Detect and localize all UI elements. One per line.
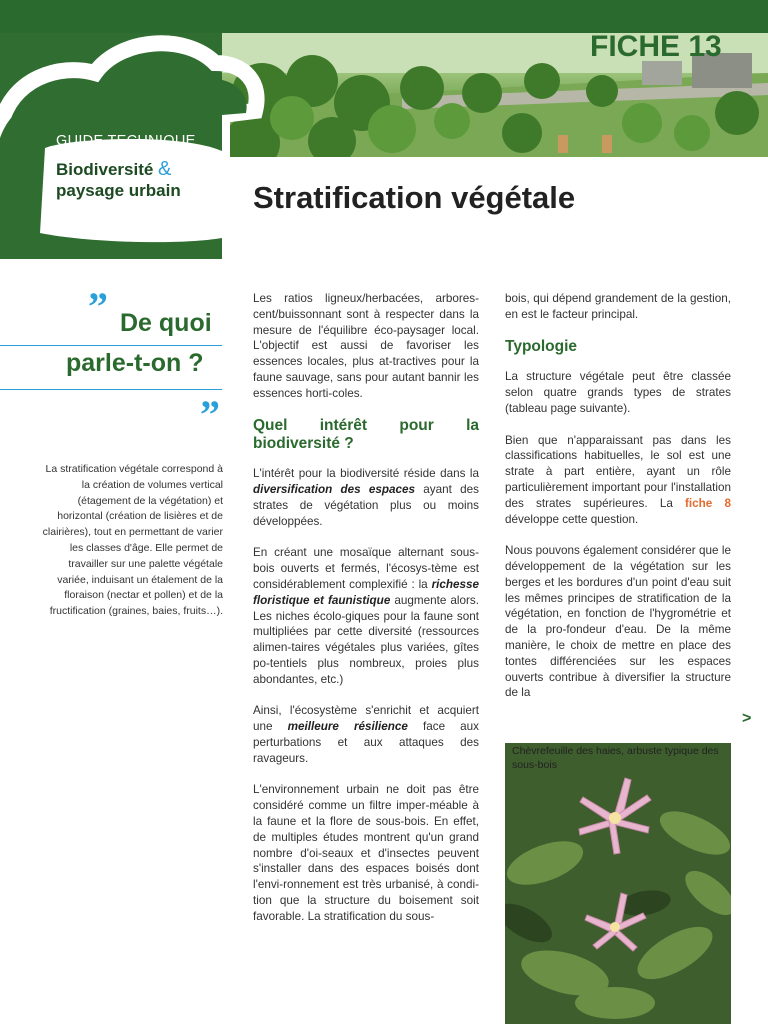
text-run: Bien que n'apparaissant pas dans les classifications habituelles, le sol est une strate à part entière, ayant un rôle particulièrement important pour l'installation des strates supérieures. La [505, 433, 731, 510]
divider [0, 345, 222, 346]
divider [0, 389, 222, 390]
emphasis: richesse floristique et faunistique [253, 577, 479, 607]
sidebar-heading-line-2: parle-t-on ? [66, 349, 204, 377]
page-title: Stratification végétale [253, 180, 576, 215]
paragraph: L'environnement urbain ne doit pas être considéré comme un filtre imper-méable à la faune et la flore de sous-bois. En effet, de multiples études montrent qu'un grand nombre d'oi-seaux et d'insectes peuvent s'installer dans des espaces boisés dont l'envi-ronnement est très urbanisé, à condi-tion que la structure du boisement soit favorable. La stratification du sous- [253, 783, 479, 923]
next-page-arrow-icon[interactable]: > [742, 710, 752, 727]
honeysuckle-photo [505, 743, 731, 1024]
fiche-8-link[interactable]: fiche 8 [685, 496, 731, 510]
paragraph: bois, qui dépend grandement de la gestion, en est le facteur principal. [505, 292, 731, 321]
text-run: Ainsi, l'écosystème s'enrichit et acquiert une [253, 704, 479, 734]
brand-line-2: paysage urbain [56, 181, 181, 200]
text-run: développe cette question. [505, 512, 639, 526]
emphasis: diversification des espaces [253, 483, 416, 497]
sidebar-intro: La stratification végétale correspond à la création de volumes vertical (étagement de la végétation) et horizontal (création de lisières et de clairières), tout en permettant de varier les classes d'âge. Elle permet de travailler sur une palette végétale variée, induisant un étalement de la floraison (nectar et pollen) et de la fructification (graines, baies, fruits…). [42, 463, 223, 618]
brand-ampersand: & [158, 158, 172, 180]
paragraph: Nous pouvons également considérer que le développement de la végétation sur les berges et les bordures d'un point d'eau suit les mêmes principes de stratification de la végétation, en fonction de l'hygrométrie et de la pro-fondeur d'eau. De la même manière, le choix de mettre en place des tontes différenciées sur les espaces ouverts contribue à diversifier la structure de la [505, 544, 731, 700]
text-run: En créant une mosaïque alternant sous-bois ouverts et fermés, l'écosys-tème est considérablement complexifié : la [253, 546, 479, 591]
text-column-1 [253, 291, 479, 940]
section-heading: Quel intérêt pour la biodiversité ? [253, 417, 479, 453]
paragraph: Les ratios ligneux/herbacées, arbores-cent/buissonnant sont à respecter dans la mesure de l'équilibre éco-paysager local. L'objectif est aussi de favoriser les essences locales, plus at-tractives pour la faune sauvage, sans pour autant bannir les essences horti-coles. [253, 292, 479, 400]
top-green-bar [0, 0, 768, 33]
text-run: ayant des strates de végétation plus ou moins développées. [253, 483, 479, 528]
paragraph [253, 466, 479, 529]
close-quote-icon: ” [200, 392, 220, 437]
fiche-number: FICHE 13 [590, 30, 722, 63]
text-run: L'intérêt pour la biodiversité réside dans la [253, 467, 479, 481]
emphasis: meilleure résilience [287, 720, 408, 734]
text-run: augmente alors. Les niches écolo-giques pour la faune sont multipliées par cette diversité (ressources alimen-taires végétales plus variées, gîtes po-tentiels plus nombreux, proies plus abondantes, etc.) [253, 593, 479, 686]
guide-label: GUIDE TECHNIQUE [56, 133, 196, 149]
sidebar-heading-line-1: De quoi [120, 309, 212, 337]
paragraph [253, 545, 479, 687]
section-heading: Typologie [505, 338, 578, 356]
text-run: face aux perturbations et aux attaques des ravageurs. [253, 720, 479, 765]
paragraph [253, 703, 479, 766]
paragraph [505, 433, 731, 528]
brand-line-1 [56, 158, 171, 181]
photo-caption: Chèvrefeuille des haies, arbuste typique des sous-bois [512, 745, 719, 771]
text-column-2 [505, 291, 731, 717]
open-quote-icon: ” [88, 284, 108, 329]
brand-word: Biodiversité [56, 160, 154, 179]
paragraph: La structure végétale peut être classée selon quatre grands types de strates (tableau page suivante). [505, 370, 731, 415]
